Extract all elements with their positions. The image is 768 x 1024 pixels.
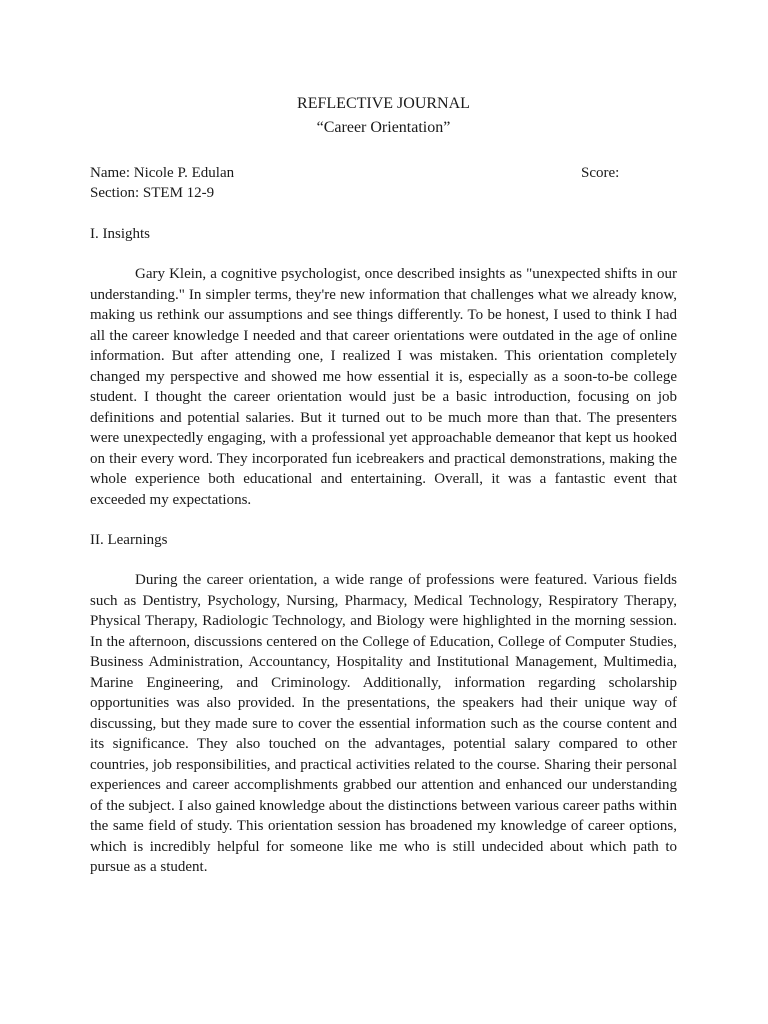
document-page [90,92,677,878]
student-section: Section: STEM 12-9 [90,185,215,201]
learnings-paragraph: During the career orientation, a wide range of professions were featured. Various fields such as Dentistry, Psychology, Nursing, Pharmacy, Medical Technology, Respiratory Therapy, Physical Therapy, Radiologic Technology, and Biology were highlighted in the morning session. In the afternoon, discussions centered on the College of Education, College of Computer Studies, Business Administration, Accountancy, Hospitality and Institutional Management, Multimedia, Marine Engineering, and Criminology. Additionally, information regarding scholarship opportunities was also provided. In the presentations, the speakers had their unique way of discussing, but they made sure to cover the essential information such as the course content and its significance. They also touched on the advantages, potential salary compared to other countries, job responsibilities, and practical activities related to the course. Sharing their personal experiences and career accomplishments grabbed our attention and enhanced our understanding of the subject. I also gained knowledge about the distinctions between various career paths within the same field of study. This orientation session has broadened my knowledge of career options, which is incredibly helpful for someone like me who is still undecided about which path to pursue as a student. [90,572,677,875]
learnings-heading: II. Learnings [90,532,168,548]
document-title: REFLECTIVE JOURNAL [297,95,470,112]
student-info [90,163,677,203]
document-subtitle: “Career Orientation” [316,119,451,136]
insights-heading: I. Insights [90,226,150,242]
insights-paragraph: Gary Klein, a cognitive psychologist, once described insights as "unexpected shifts in our understanding." In simpler terms, they're new information that challenges what we already know, making us rethink our assumptions and see things differently. To be honest, I used to think I had all the career knowledge I needed and that career orientations were outdated in the age of online information. But after attending one, I realized I was mistaken. This orientation completely changed my perspective and showed me how essential it is, especially as a soon-to-be college student. I thought the career orientation would just be a basic introduction, focusing on job definitions and potential salaries. But it turned out to be much more than that. The presenters were unexpectedly engaging, with a professional yet approachable demeanor that kept us hooked on their every word. They incorporated fun icebreakers and practical demonstrations, making the whole experience both educational and entertaining. Overall, it was a fantastic event that exceeded my expectations. [90,266,677,508]
score-label: Score: [581,165,620,181]
section-row [90,183,677,203]
student-name: Name: Nicole P. Edulan [90,165,235,181]
